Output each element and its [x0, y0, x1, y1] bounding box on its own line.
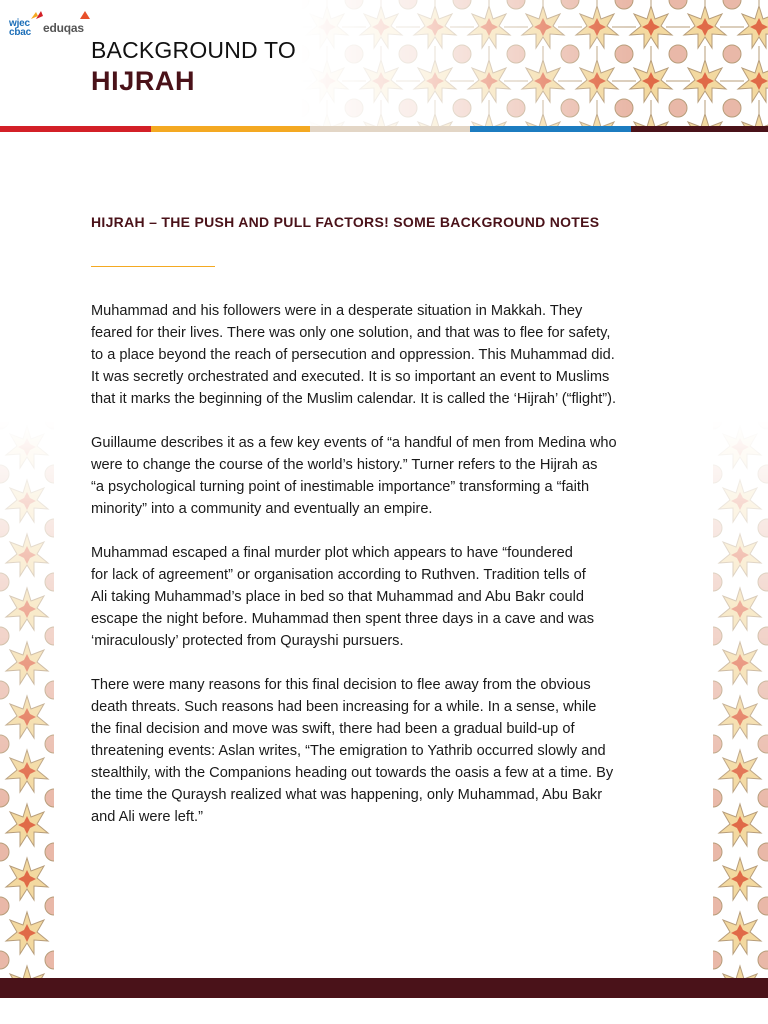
- text-line: that it marks the beginning of the Muslim calendar. It is called the ‘Hijrah’ (“flight”).: [91, 391, 617, 407]
- footer-bar: [0, 978, 768, 998]
- text-line: Muhammad and his followers were in a desperate situation in Makkah. They: [91, 303, 583, 319]
- wjec-cbac-wordmark: wjec cbac: [9, 18, 31, 38]
- islamic-pattern-header: [300, 0, 768, 126]
- text-line: Ali taking Muhammad’s place in bed so that Muhammad and Abu Bakr could: [91, 589, 584, 605]
- text-line: There were many reasons for this final decision to flee away from the obvious: [91, 677, 591, 693]
- islamic-pattern-left-border: [0, 420, 54, 978]
- section-heading: HIJRAH – THE PUSH AND PULL FACTORS! SOME BACKGROUND NOTES: [91, 214, 600, 230]
- body-text: [91, 300, 691, 850]
- text-line: for lack of agreement” or organisation according to Ruthven. Tradition tells of: [91, 567, 586, 583]
- text-line: to a place beyond the reach of persecution and oppression. This Muhammad did.: [91, 347, 615, 363]
- text-line: the time the Quraysh realized what was happening, only Muhammad, Abu Bakr: [91, 787, 603, 803]
- text-line: minority” into a community and eventually an empire.: [91, 501, 433, 517]
- paragraph-4: [91, 674, 691, 828]
- paragraph-2: [91, 432, 691, 520]
- islamic-pattern-right-border: [713, 420, 768, 978]
- colour-bar-blue: [470, 126, 631, 132]
- text-line: It was secretly orchestrated and executed. It is so important an event to Muslims: [91, 369, 610, 385]
- text-line: “a psychological turning point of inestimable importance” transforming a “faith: [91, 479, 590, 495]
- heading-underline-rule: [91, 266, 215, 267]
- eduqas-wordmark: eduqas: [43, 21, 84, 35]
- wjec-mark-icon: [30, 10, 44, 20]
- colour-bar-maroon: [631, 126, 768, 132]
- page-title-line2: HIJRAH: [91, 66, 196, 96]
- brand-colour-bar: [0, 126, 768, 132]
- colour-bar-orange: [151, 126, 310, 132]
- text-line: feared for their lives. There was only one solution, and that was to flee for safety,: [91, 325, 611, 341]
- paragraph-3: [91, 542, 691, 652]
- colour-bar-beige: [310, 126, 470, 132]
- text-line: were to change the course of the world’s history.” Turner refers to the Hijrah as: [91, 457, 598, 473]
- paragraph-1: [91, 300, 691, 410]
- colour-bar-red: [0, 126, 151, 132]
- text-line: escape the night before. Muhammad then spent three days in a cave and was: [91, 611, 594, 627]
- page-title-line1: BACKGROUND TO: [91, 37, 296, 63]
- text-line: death threats. Such reasons had been increasing for a while. In a sense, while: [91, 699, 597, 715]
- text-line: and Ali were left.”: [91, 809, 203, 825]
- text-line: the final decision and move was swift, there had been a gradual build-up of: [91, 721, 575, 737]
- text-line: Muhammad escaped a final murder plot which appears to have “foundered: [91, 545, 573, 561]
- eduqas-mark-icon: [79, 10, 91, 20]
- text-line: Guillaume describes it as a few key events of “a handful of men from Medina who: [91, 435, 617, 451]
- text-line: threatening events: Aslan writes, “The emigration to Yathrib occurred slowly and: [91, 743, 606, 759]
- text-line: ‘miraculously’ protected from Qurayshi pursuers.: [91, 633, 404, 649]
- text-line: stealthily, with the Companions heading out towards the oasis a few at a time. By: [91, 765, 614, 781]
